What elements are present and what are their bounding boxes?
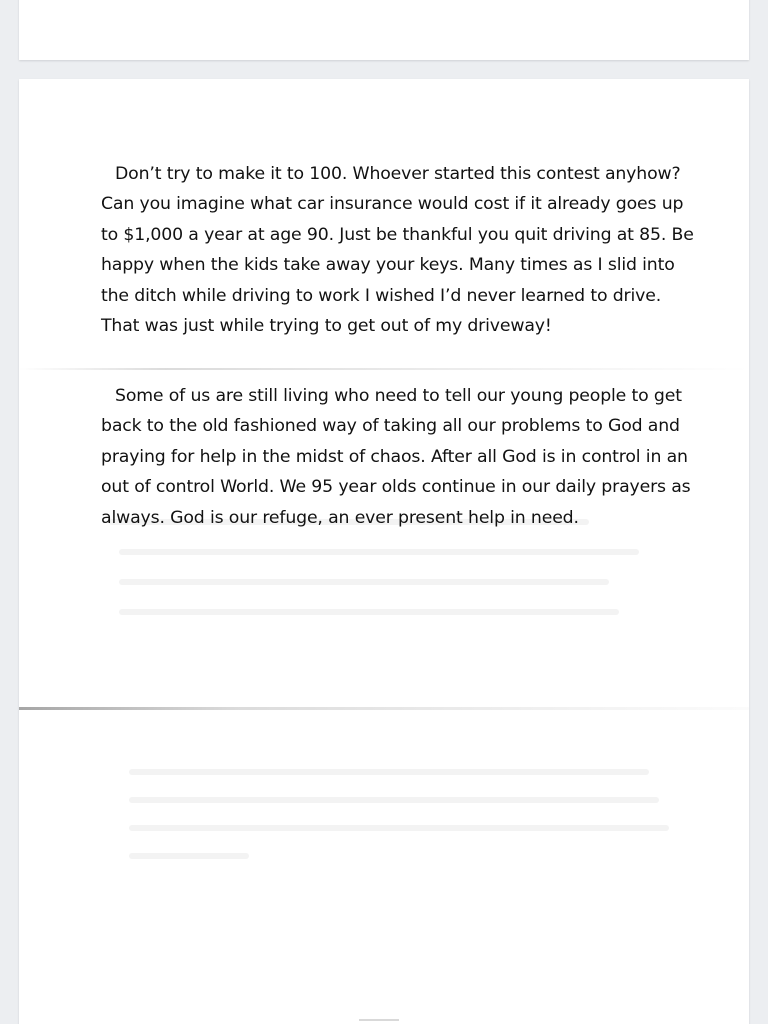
bleed-through-line: [119, 549, 639, 555]
binder-mark: [359, 1019, 399, 1021]
bleed-through-line: [129, 853, 249, 859]
bleed-through-line: [129, 797, 659, 803]
paragraph-prayer: Some of us are still living who need to tell our young people to get back to the old fashioned way of taking all our problems to God and praying for help in the midst of chaos. After all God is in control in an out of control World. We 95 year olds continue in our daily prayers as always. God is our refuge, an ever present help in need.: [101, 386, 691, 528]
current-page: [19, 79, 749, 1024]
paragraph-car-insurance: Don’t try to make it to 100. Whoever started this contest anyhow? Can you imagine what car insurance would cost if it already goes up to $1,000 a year at age 90. Just be thankful you quit driving at 85. Be happy when the kids take away your keys. Many times as I slid into the ditch while driving to work I wished I’d never learned to drive. That was just while trying to get out of my driveway!: [101, 164, 694, 337]
previous-page: [19, 0, 749, 60]
bleed-through-line: [129, 825, 669, 831]
bleed-through-line: [129, 769, 649, 775]
paper-fold-line: [19, 368, 749, 370]
bleed-through-line: [119, 579, 609, 585]
bleed-through-line: [119, 609, 619, 615]
paper-fold-line: [19, 707, 749, 710]
